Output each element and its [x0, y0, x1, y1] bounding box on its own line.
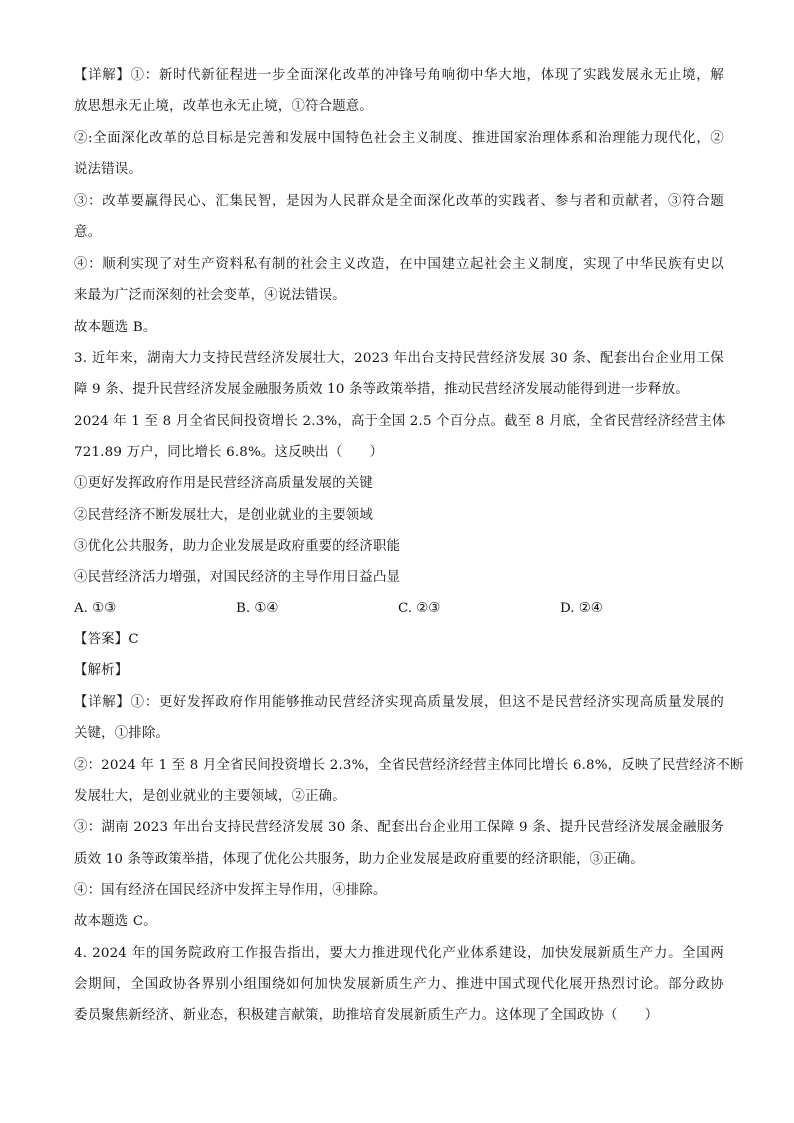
statement-4: ④民营经济活力增强，对国民经济的主导作用日益凸显	[74, 570, 401, 585]
text-line: ③：湖南 2023 年出台支持民营经济发展 30 条、配套出台企业用工保障 9 条、提升民营经济发展金融服务	[74, 820, 724, 835]
text-line: 721.89 万户，同比增长 6.8%。这反映出（ ）	[74, 445, 384, 460]
text-line: ④：国有经济在国民经济中发挥主导作用，④排除。	[74, 883, 387, 898]
text-line: 2024 年 1 至 8 月全省民间投资增长 2.3%，高于全国 2.5 个百分点。截至 8 月底，全省民营经济经营主体	[74, 414, 726, 429]
text-line: 故本题选 B。	[74, 320, 157, 335]
text-line: ②:全面深化改革的总目标是完善和发展中国特色社会主义制度、推进国家治理体系和治理能力现代化，②	[74, 131, 724, 146]
text-line: 会期间，全国政协各界别小组围绕如何加快发展新质生产力、推进中国式现代化展开热烈讨论。部分政协	[74, 977, 724, 992]
text-line: ④：顺利实现了对生产资料私有制的社会主义改造，在中国建立起社会主义制度，实现了中华民族有史以	[74, 257, 724, 272]
statement-2: ②民营经济不断发展壮大，是创业就业的主要领域	[74, 508, 373, 523]
text-line: ②：2024 年 1 至 8 月全省民间投资增长 2.3%，全省民营经济经营主体同比增长 6.8%，反映了民营经济不断	[74, 758, 744, 773]
option-b: B. ①④	[236, 601, 279, 616]
question-3-stem: 3. 近年来，湖南大力支持民营经济发展壮大，2023 年出台支持民营经济发展 30 条、配套出台企业用工保	[74, 351, 724, 366]
text-line: 意。	[74, 225, 102, 240]
text-line: 故本题选 C。	[74, 914, 157, 929]
text-line: 来最为广泛而深刻的社会变革，④说法错误。	[74, 288, 346, 303]
text-line: 【详解】①：更好发挥政府作用能够推动民营经济实现高质量发展，但这不是民营经济实现高质量发展的	[74, 695, 724, 710]
text-line: 委员聚焦新经济、新业态，积极建言献策，助推培育发展新质生产力。这体现了全国政协（ ）	[74, 1008, 659, 1023]
text-line: 说法错误。	[74, 162, 142, 177]
text-line: 质效 10 条等政策举措，体现了优化公共服务，助力企业发展是政府重要的经济职能，③正确。	[74, 852, 644, 867]
text-line: 放思想永无止境，改革也永无止境，①符合题意。	[74, 99, 373, 114]
text-line: 【详解】①：新时代新征程进一步全面深化改革的冲锋号角响彻中华大地，体现了实践发展永无止境，解	[74, 68, 724, 83]
option-a: A. ①③	[74, 601, 117, 616]
text-line: ③：改革要赢得民心、汇集民智，是因为人民群众是全面深化改革的实践者、参与者和贡献者，③符合题	[74, 194, 724, 209]
answer-label: 【答案】C	[74, 632, 139, 647]
statement-3: ③优化公共服务，助力企业发展是政府重要的经济职能	[74, 539, 401, 554]
text-line: 关键，①排除。	[74, 726, 170, 741]
option-d: D. ②④	[560, 601, 603, 616]
statement-1: ①更好发挥政府作用是民营经济高质量发展的关键	[74, 476, 373, 491]
analysis-label: 【解析】	[74, 663, 129, 678]
text-line: 发展壮大，是创业就业的主要领域，②正确。	[74, 789, 346, 804]
option-c: C. ②③	[398, 601, 441, 616]
question-4-stem: 4. 2024 年的国务院政府工作报告指出，要大力推进现代化产业体系建设，加快发展新质生产力。全国两	[74, 946, 724, 961]
text-line: 障 9 条、提升民营经济发展金融服务质效 10 条等政策举措，推动民营经济发展动能得到进一步释放。	[74, 382, 689, 397]
